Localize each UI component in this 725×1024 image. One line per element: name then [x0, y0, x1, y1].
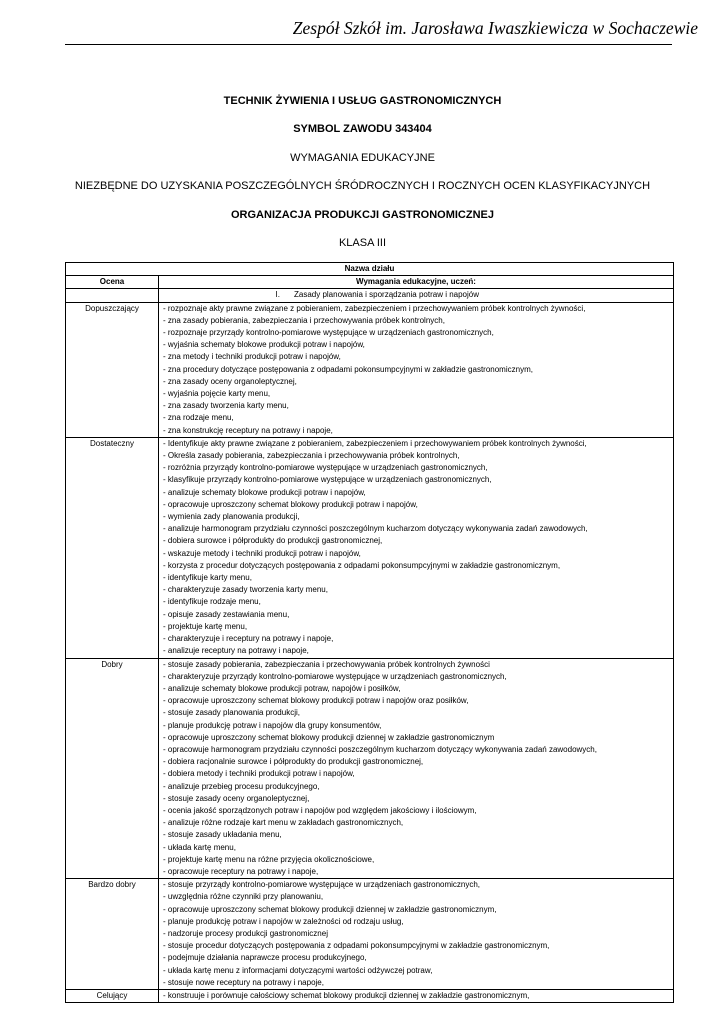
requirement-item: - wymienia zady planowania produkcji, — [163, 512, 300, 522]
title-subject: ORGANIZACJA PRODUKCJI GASTRONOMICZNEJ — [231, 209, 494, 221]
requirement-item: - Identyfikuje akty prawne związane z pobieraniem, zabezpieczeniem i przechowywaniem próbek kontrolnych żywności, — [163, 438, 587, 448]
requirement-item: - zna zasady pobierania, zabezpieczania i przechowywania próbek kontrolnych, — [163, 315, 445, 325]
requirement-item: - opracowuje uproszczony schemat blokowy produkcji potraw i napojów oraz posiłków, — [163, 696, 469, 706]
requirement-item: - stosuje zasady pobierania, zabezpieczania i przechowywania próbek kontrolnych żywności — [163, 659, 490, 669]
requirement-item: - stosuje przyrządy kontrolno-pomiarowe występujące w urządzeniach gastronomicznych, — [163, 880, 481, 890]
requirement-item: - dobiera surowce i półprodukty do produkcji gastronomicznej, — [163, 536, 383, 546]
requirement-item: - układa kartę menu z informacjami dotyczącymi wartości odżywczej potraw, — [163, 965, 433, 975]
requirement-item: - planuje produkcję potraw i napojów w zależności od rodzaju usług, — [163, 916, 404, 926]
requirement-item: - stosuje zasady układania menu, — [163, 830, 282, 840]
column-header-requirements: Wymagania edukacyjne, uczeń: — [159, 276, 674, 289]
requirement-item: - charakteryzuje zasady tworzenia karty menu, — [163, 585, 328, 595]
grade-cell: Dostateczny — [66, 437, 159, 658]
section-number: I. — [275, 290, 280, 300]
requirement-item: - identyfikuje rodzaje menu, — [163, 597, 261, 607]
requirements-table — [65, 262, 674, 1003]
requirement-item: - analizuje schematy blokowe produkcji potraw, napojów i posiłków, — [163, 683, 401, 693]
table-header-row — [66, 276, 674, 289]
requirement-item: - analizuje różne rodzaje kart menu w zakładach gastronomicznych, — [163, 818, 404, 828]
requirement-item: - klasyfikuje przyrządy kontrolno-pomiarowe występujące w urządzeniach gastronomicznych, — [163, 475, 492, 485]
title-profession: TECHNIK ŻYWIENIA I USŁUG GASTRONOMICZNYCH — [223, 95, 502, 107]
requirement-item: - analizuje przebieg procesu produkcyjnego, — [163, 781, 320, 791]
requirement-item: - zna metody i techniki produkcji potraw i napojów, — [163, 352, 341, 362]
requirement-item: - analizuje harmonogram przydziału czynności poszczególnym kucharzom dotyczący wykonywania zadań zawodowych, — [163, 524, 588, 534]
requirement-item: - projektuje kartę menu, — [163, 621, 248, 631]
section-title: Zasady planowania i sporządzania potraw i napojów — [294, 290, 479, 300]
requirement-item: - wyjaśnia pojęcie karty menu, — [163, 389, 271, 399]
requirement-item: - opracowuje uproszczony schemat blokowy produkcji dziennej w zakładzie gastronomicznym — [163, 732, 495, 742]
requirement-item: - Określa zasady pobierania, zabezpieczania i przechowywania próbek kontrolnych, — [163, 451, 460, 461]
requirement-item: - zna rodzaje menu, — [163, 413, 234, 423]
requirement-item: - dobiera metody i techniki produkcji potraw i napojów, — [163, 769, 355, 779]
requirements-cell — [159, 658, 674, 879]
requirements-cell — [159, 302, 674, 437]
requirement-item: - dobiera racjonalnie surowce i półprodukty do produkcji gastronomicznej, — [163, 757, 424, 767]
requirement-item: - rozpoznaje przyrządy kontrolno-pomiarowe występujące w urządzeniach gastronomicznych, — [163, 328, 494, 338]
requirement-item: - wskazuje metody i techniki produkcji potraw i napojów, — [163, 548, 361, 558]
requirement-item: - opracowuje uproszczony schemat blokowy produkcji potraw i napojów, — [163, 499, 418, 509]
requirement-item: - rozróżnia przyrządy kontrolno-pomiarowe występujące w urządzeniach gastronomicznych, — [163, 463, 488, 473]
requirement-item: - analizuje receptury na potrawy i napoje, — [163, 646, 309, 656]
requirement-item: - analizuje schematy blokowe produkcji potraw i napojów, — [163, 487, 366, 497]
section-header-cell: Nazwa działu — [66, 263, 674, 276]
requirement-item: - projektuje kartę menu na różne przyjęcia okolicznościowe, — [163, 854, 375, 864]
requirement-item: - charakteryzuje przyrządy kontrolno-pomiarowe występujące w urządzeniach gastronomicznych, — [163, 671, 507, 681]
requirement-item: - stosuje zasady planowania produkcji, — [163, 708, 300, 718]
requirement-item: - zna zasady tworzenia karty menu, — [163, 401, 289, 411]
requirement-item: - korzysta z procedur dotyczących postępowania z odpadami pokonsumpcyjnymi w zakładzie gastronomicznym, — [163, 560, 561, 570]
requirement-item: - nadzoruje procesy produkcji gastronomicznej — [163, 928, 328, 938]
table-row — [66, 437, 674, 658]
table-title-row — [66, 263, 674, 276]
requirement-item: - opracowuje uproszczony schemat blokowy produkcji dziennej w zakładzie gastronomicznym, — [163, 904, 497, 914]
grade-cell: Dopuszczający — [66, 302, 159, 437]
requirement-item: - identyfikuje karty menu, — [163, 573, 252, 583]
grade-cell: Bardzo dobry — [66, 879, 159, 990]
requirements-cell — [159, 437, 674, 658]
header-rule — [65, 44, 672, 45]
title-class: KLASA III — [338, 237, 387, 249]
table-row — [66, 302, 674, 437]
table-row — [66, 989, 674, 1002]
requirement-item: - planuje produkcję potraw i napojów dla grupy konsumentów, — [163, 720, 382, 730]
section-empty-cell — [66, 289, 159, 302]
requirements-cell — [159, 879, 674, 990]
grade-cell: Celujący — [66, 989, 159, 1002]
requirement-item: - zna zasady oceny organoleptycznej, — [163, 376, 297, 386]
requirement-item: - zna konstrukcję receptury na potrawy i napoje, — [163, 425, 333, 435]
requirement-item: - wyjaśnia schematy blokowe produkcji potraw i napojów, — [163, 340, 365, 350]
requirement-item: - stosuje zasady oceny organoleptycznej, — [163, 793, 310, 803]
requirement-item: - opisuje zasady zestawiania menu, — [163, 609, 290, 619]
requirement-item: - rozpoznaje akty prawne związane z pobieraniem, zabezpieczeniem i przechowywaniem próbek kontrolnych żywności, — [163, 303, 586, 313]
requirement-item: - układa kartę menu, — [163, 842, 236, 852]
table-row — [66, 879, 674, 990]
requirement-item: - stosuje procedur dotyczących postępowania z odpadami pokonsumpcyjnymi w zakładzie gastronomicznym, — [163, 941, 550, 951]
requirement-item: - zna procedury dotyczące postępowania z odpadami pokonsumpcyjnymi w zakładzie gastronomicznym, — [163, 364, 533, 374]
section-title-row — [66, 289, 674, 302]
requirement-item: - uwzględnia różne czynniki przy planowaniu, — [163, 892, 324, 902]
table-row — [66, 658, 674, 879]
school-name-header: Zespół Szkół im. Jarosława Iwaszkiewicza w Sochaczewie — [292, 18, 698, 38]
requirements-cell — [159, 989, 674, 1002]
requirement-item: - stosuje nowe receptury na potrawy i napoje, — [163, 977, 324, 987]
section-title-cell — [159, 289, 674, 302]
title-symbol: SYMBOL ZAWODU 343404 — [293, 123, 432, 135]
requirement-item: - opracowuje receptury na potrawy i napoje, — [163, 866, 319, 876]
column-header-grade: Ocena — [66, 276, 159, 289]
requirement-item: - konstruuje i porównuje całościowy schemat blokowy produkcji dziennej w zakładzie gastronomicznym, — [163, 990, 530, 1000]
title-requirements: WYMAGANIA EDUKACYJNE — [290, 152, 435, 164]
requirement-item: - opracowuje harmonogram przydziału czynności poszczególnym kucharzom dotyczący wykonywania zadań zawodowych, — [163, 744, 597, 754]
grade-cell: Dobry — [66, 658, 159, 879]
title-purpose: NIEZBĘDNE DO UZYSKANIA POSZCZEGÓLNYCH ŚRÓDROCZNYCH I ROCZNYCH OCEN KLASYFIKACYJNYCH — [74, 180, 651, 192]
requirement-item: - ocenia jakość sporządzonych potraw i napojów pod względem jakościowy i ilościowym, — [163, 805, 477, 815]
requirement-item: - podejmuje działania naprawcze procesu produkcyjnego, — [163, 953, 367, 963]
requirement-item: - charakteryzuje i receptury na potrawy i napoje, — [163, 634, 334, 644]
